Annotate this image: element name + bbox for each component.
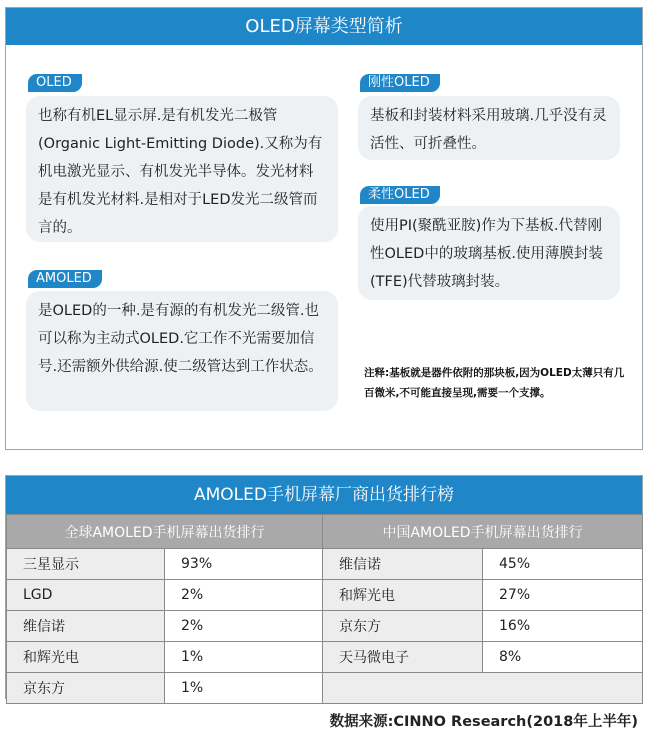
footnote: 注释:基板就是器件依附的那块板,因为OLED太薄只有几百微米,不可能直接呈现,需要一个支撑。 [364,367,625,399]
ranking-table [6,514,643,704]
china-share: 8% [483,642,643,673]
amoled-description: 是OLED的一种.是有源的有机发光二级管.也可以称为主动式OLED.它工作不光需要加信号.还需额外供给源.使二级管达到工作状态。 [26,291,338,411]
table-row [7,580,643,611]
table-row [7,549,643,580]
china-share: 45% [483,549,643,580]
table-row [7,673,643,704]
oled-description: 也称有机EL显示屏.是有机发光二极管(Organic Light-Emitting Diode).又称为有机电激光显示、有机发光半导体。发光材料是有机发光材料.是相对于LED发光二级管而言的。 [26,96,338,242]
global-vendor: LGD [7,580,165,611]
global-share: 2% [165,611,323,642]
global-share: 93% [165,549,323,580]
data-source: 数据来源:CINNO Research(2018年上半年) [329,714,638,730]
china-vendor: 天马微电子 [323,642,483,673]
china-ranking-header: 中国AMOLED手机屏幕出货排行 [323,515,643,549]
table-row [7,642,643,673]
global-ranking-header: 全球AMOLED手机屏幕出货排行 [7,515,323,549]
global-share: 1% [165,642,323,673]
flexible-oled-tag: 柔性OLED [360,186,440,204]
ranking-title: AMOLED手机屏幕厂商出货排行榜 [6,476,642,514]
china-vendor: 京东方 [323,611,483,642]
china-vendor: 和辉光电 [323,580,483,611]
shipment-ranking-panel [5,475,643,699]
empty-cell [323,673,643,704]
rigid-oled-tag: 刚性OLED [360,74,440,92]
global-share: 1% [165,673,323,704]
global-share: 2% [165,580,323,611]
rigid-oled-description: 基板和封装材料采用玻璃.几乎没有灵活性、可折叠性。 [358,96,620,160]
flexible-oled-description: 使用PI(聚酰亚胺)作为下基板.代替刚性OLED中的玻璃基板.使用薄膜封装(TFE)代替玻璃封装。 [358,206,620,300]
global-vendor: 维信诺 [7,611,165,642]
china-share: 27% [483,580,643,611]
global-vendor: 京东方 [7,673,165,704]
panel-title: OLED屏幕类型简析 [6,8,642,45]
table-row [7,611,643,642]
global-vendor: 三星显示 [7,549,165,580]
oled-types-panel [5,7,643,450]
global-vendor: 和辉光电 [7,642,165,673]
oled-tag: OLED [28,74,82,92]
china-vendor: 维信诺 [323,549,483,580]
china-share: 16% [483,611,643,642]
amoled-tag: AMOLED [28,270,102,288]
